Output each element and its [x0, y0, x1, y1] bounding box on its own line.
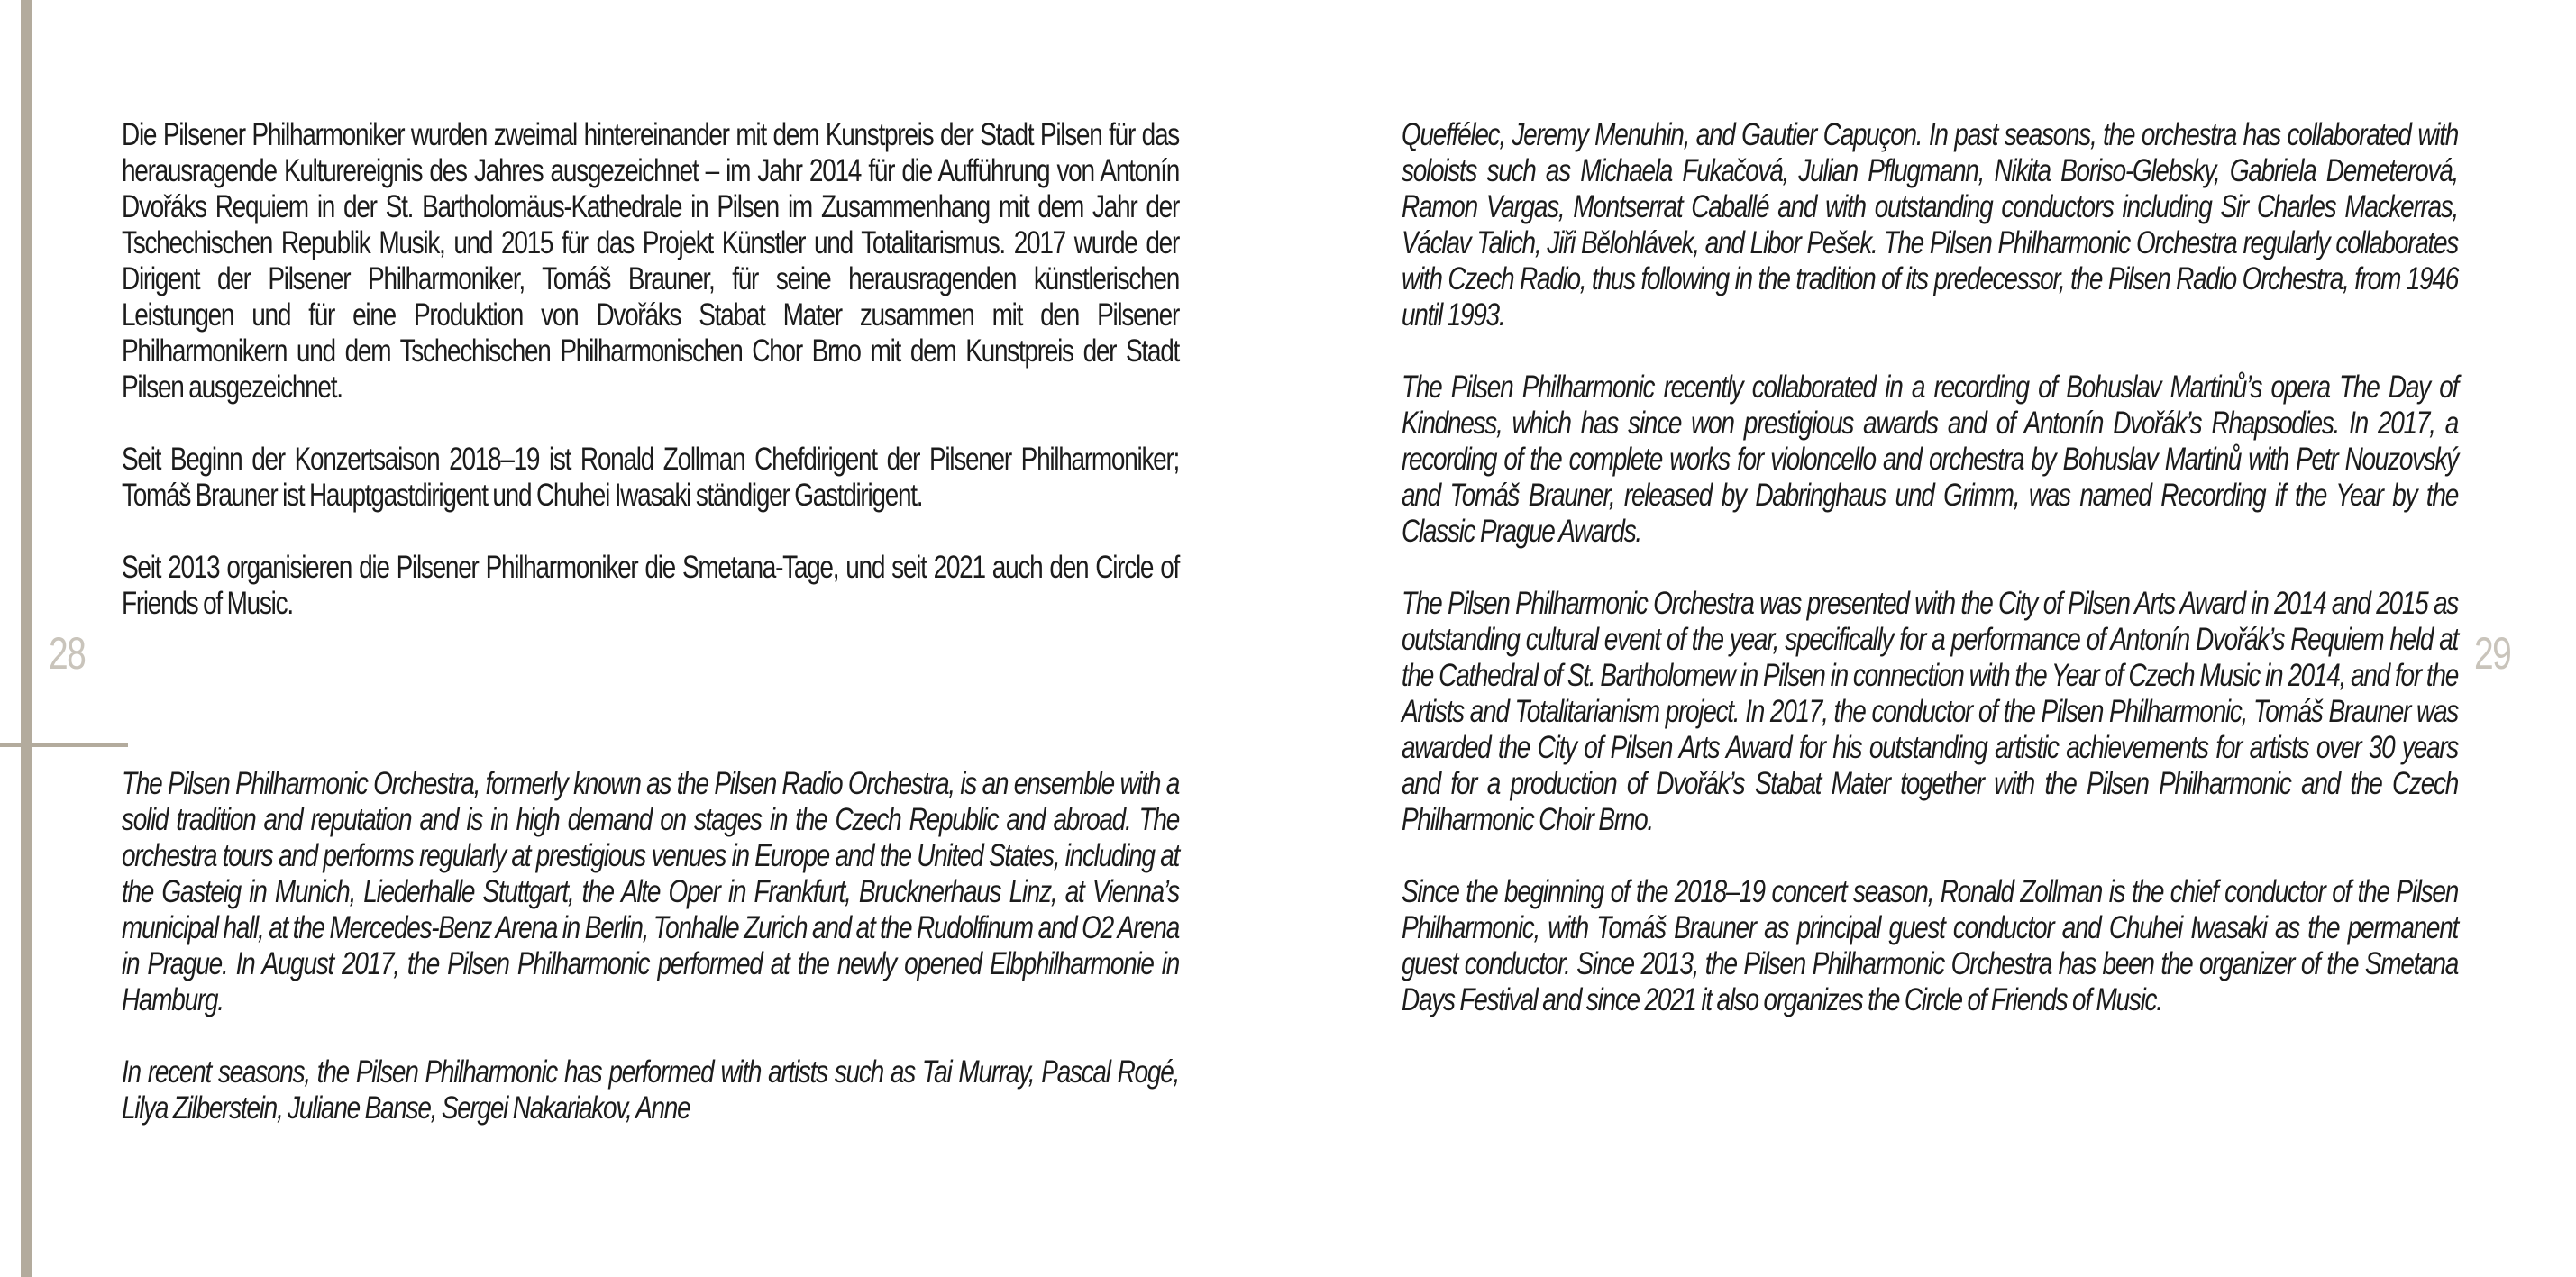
paragraph: [122, 442, 1179, 514]
left-page-english-text: [122, 766, 1179, 1126]
paragraph: [1402, 874, 2458, 1018]
section-divider-rule: [0, 743, 128, 747]
paragraph: [122, 766, 1179, 1018]
paragraph-text: Seit 2013 organisieren die Pilsener Philharmoniker die Smetana-Tage, und seit 2021 auch den Circle of Friends of Music.: [122, 550, 1179, 621]
paragraph: [1402, 586, 2458, 838]
paragraph-text: The Pilsen Philharmonic recently collaborated in a recording of Bohuslav Martinů’s opera The Day of Kindness, which has since won prestigious awards and of Antonín Dvořák’s Rhapsodies. In 2017, a recording of the complete works for violoncello and orchestra by Bohuslav Martinů with Petr Nouzovský and Tomáš Brauner, released by Dabringhaus und Grimm, was named Recording if the Year by the Classic Prague Awards.: [1402, 369, 2458, 549]
right-page-english-text: [1402, 117, 2458, 1018]
paragraph: [122, 550, 1179, 622]
paragraph-text: Die Pilsener Philharmoniker wurden zweimal hintereinander mit dem Kunstpreis der Stadt Pilsen für das herausragende Kulturereignis des Jahres ausgezeichnet – im Jahr 2014 für die Aufführung von Antonín Dvořáks Requiem in der St. Bartholomäus-Kathedrale in Pilsen im Zusammenhang mit dem Jahr der Tschechischen Republik Musik, und 2015 für das Projekt Künstler und Totalitarismus. 2017 wurde der Dirigent der Pilsener Philharmoniker, Tomáš Brauner, für seine herausragenden künstlerischen Leistungen und für eine Produktion von Dvořáks Stabat Mater zusammen mit den Pilsener Philharmonikern und dem Tschechischen Philharmonischen Chor Brno mit dem Kunstpreis der Stadt Pilsen ausgezeichnet.: [122, 117, 1179, 405]
page-number-left: 28: [49, 628, 86, 679]
paragraph: [1402, 369, 2458, 550]
paragraph-text: Queffélec, Jeremy Menuhin, and Gautier Capuçon. In past seasons, the orchestra has collaborated with soloists such as Michaela Fukačová, Julian Pflugmann, Nikita Boriso-Glebsky, Gabriela Demeterová, Ramon Vargas, Montserrat Caballé and with outstanding conductors including Sir Charles Mackerras, Václav Talich, Jiři Bělohlávek, and Libor Pešek. The Pilsen Philharmonic Orchestra regularly collaborates with Czech Radio, thus following in the tradition of its predecessor, the Pilsen Radio Orchestra, from 1946 until 1993.: [1402, 117, 2458, 333]
paragraph-text: Seit Beginn der Konzertsaison 2018–19 ist Ronald Zollman Chefdirigent der Pilsener Philharmoniker; Tomáš Brauner ist Hauptgastdirigent und Chuhei Iwasaki ständiger Gastdirigent.: [122, 442, 1179, 513]
paragraph-text: The Pilsen Philharmonic Orchestra was presented with the City of Pilsen Arts Award in 2014 and 2015 as outstanding cultural event of the year, specifically for a performance of Antonín Dvořák’s Requiem held at the Cathedral of St. Bartholomew in Pilsen in connection with the Year of Czech Music in 2014, and for the Artists and Totalitarianism project. In 2017, the conductor of the Pilsen Philharmonic, Tomáš Brauner was awarded the City of Pilsen Arts Award for his outstanding artistic achievements for artists over 30 years and for a production of Dvořák’s Stabat Mater together with the Pilsen Philharmonic and the Czech Philharmonic Choir Brno.: [1402, 586, 2458, 837]
paragraph: [1402, 117, 2458, 333]
paragraph-text: In recent seasons, the Pilsen Philharmonic has performed with artists such as Tai Murray, Pascal Rogé, Lilya Zilberstein, Juliane Banse, Sergei Nakariakov, Anne: [122, 1054, 1179, 1126]
paragraph: [122, 117, 1179, 406]
page-number-right: 29: [2474, 628, 2511, 679]
paragraph-text: Since the beginning of the 2018–19 concert season, Ronald Zollman is the chief conductor of the Pilsen Philharmonic, with Tomáš Brauner as principal guest conductor and Chuhei Iwasaki as the permanent guest conductor. Since 2013, the Pilsen Philharmonic Orchestra has been the organizer of the Smetana Days Festival and since 2021 it also organizes the Circle of Friends of Music.: [1402, 874, 2458, 1017]
spine-bar: [21, 0, 32, 1277]
paragraph-text: The Pilsen Philharmonic Orchestra, formerly known as the Pilsen Radio Orchestra, is an ensemble with a solid tradition and reputation and is in high demand on stages in the Czech Republic and abroad. The orchestra tours and performs regularly at prestigious venues in Europe and the United States, including at the Gasteig in Munich, Liederhalle Stuttgart, the Alte Oper in Frankfurt, Brucknerhaus Linz, at Vienna’s municipal hall, at the Mercedes-Benz Arena in Berlin, Tonhalle Zurich and at the Rudolfinum and O2 Arena in Prague. In August 2017, the Pilsen Philharmonic performed at the newly opened Elbphilharmonie in Hamburg.: [122, 766, 1179, 1017]
left-page-german-text: [122, 117, 1179, 622]
paragraph: [122, 1054, 1179, 1126]
